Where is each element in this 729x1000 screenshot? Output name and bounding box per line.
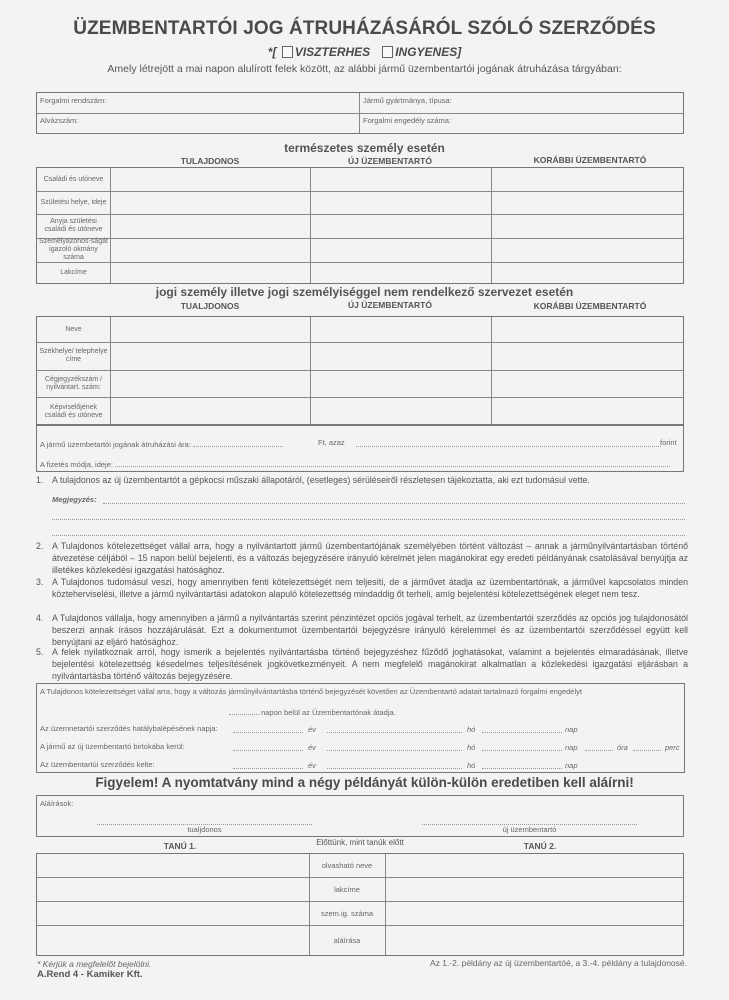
natural-person-heading: természetes személy esetén [284,141,445,155]
year-label: év [308,743,316,752]
row-label: Székhelye/ telephelye címe [39,348,108,363]
effective-year-input[interactable] [233,724,303,733]
owner-signature-label: tualjdonos [187,825,222,834]
subtitle-prefix: *[ [267,45,277,59]
row-label: aláírása [333,936,361,945]
signed-date-label: Az üzembentartúi szerződés kelte: [40,760,155,769]
col-header-previous-keeper: KORÁBBI ÜZEMBENTARTÓ [533,155,647,165]
row-label: szem.ig. száma [320,909,374,918]
table-row [37,854,683,877]
days-row [229,706,396,717]
divider [359,93,360,133]
table-row [37,342,683,370]
table-row [37,925,683,956]
row-label: olvasható neve [321,861,373,870]
ft-label: Ft, azaz [318,438,345,447]
signed-day-input[interactable] [482,760,562,769]
possession-hour-input[interactable] [585,742,613,751]
remark-row [52,495,97,504]
table-row [37,317,683,342]
effective-day-input[interactable] [482,724,562,733]
warning-text: Figyelem! A nyomtatvány mind a négy példányát külön-külön eredetiben kell aláírni! [95,775,634,790]
clause-number: 3. [36,577,44,587]
clause-2 [38,540,688,576]
minute-label: perc [665,743,680,752]
remark-input-line-2[interactable] [52,511,685,520]
table-row [37,238,683,262]
days-input[interactable] [229,706,259,715]
possession-month-input[interactable] [327,742,462,751]
table-row [37,168,683,191]
price-words-input[interactable] [356,438,661,447]
possession-year-input[interactable] [233,742,303,751]
chassis-field[interactable] [40,116,356,132]
ingyenes-checkbox[interactable] [382,46,393,58]
viszterhes-label: VISZTERHES [294,45,371,59]
col-header-owner: TUALJDONOS [180,301,240,311]
remark-label: Megjegyzés: [52,495,97,504]
remark-input-line-3[interactable] [52,527,685,536]
table-row [37,262,683,284]
year-label: év [308,761,316,770]
forint-label: forint [660,438,677,447]
plate-field[interactable] [40,96,356,112]
table-row [37,370,683,397]
row-label: Személyazonos-ságát igazoló okmány száma [39,238,108,261]
chassis-label: Alvázszám: [40,116,79,125]
clause-number: 2. [36,541,44,551]
vehicle-info-box [36,92,684,134]
clause-text: A Tulajdonos vállalja, hogy amennyiben a jármű a nyilvántartás szerint pénzintézet opciós jogával terhelt, az üzembentartói szerződés az opciós jog tulajdonosától beszerzi annak írásos hozzájárulását. Ezt a dokumentumot üzembentartói bejegyzésre irányuló kérelemmel és az üzembentartói szerződéssel együtt kell benyújtani az eljáró hatósághoz. [52,613,688,647]
day-label: nap [565,743,578,752]
col-header-owner: TULAJDONOS [180,156,240,166]
clause-number: 5. [36,647,44,657]
clause-text: A felek nyilatkoznak arról, hogy ismerik a bejelentés nyilvántartásba történő bejegyzéshez fűződő joghatásokat, valamint a bejelentés elmaradásának, illetve bejelentési kötelezettség késedelmes teljesítésének jogkövetkezményeit. A nem megfelelő magánokirat alkalmatlan a közlekedési igazgatási eljárásban a nyilvántartásba történő változás bejegyzésére. [52,647,688,681]
month-label: hó [467,743,476,752]
clause-number: 1. [36,475,44,485]
signatures-box [36,795,684,837]
possession-day-input[interactable] [482,742,562,751]
col-header-new-keeper: ÚJ ÜZEMBENTARTÓ [348,300,432,310]
price-row [40,438,680,449]
payment-label: A fizetés módja, ideje: [40,460,113,469]
viszterhes-checkbox[interactable] [282,46,293,58]
col-header-previous-keeper: KORÁBBI ÜZEMBENTARTÓ [533,301,647,311]
witness-table [36,853,684,956]
table-row [37,397,683,426]
clause-text: A Tulajdonos kötelezettséget vállal arra, hogy a nyilvántartott jármű üzembentartójának személyében történt változást – annak a járműnyilvántartásban történő átvezetése céljából – 15 napon belül bejelenti, és a változás bejegyzésére irányuló kérelmét jelen magánokirat egy eredeti példányának csatolásával benyújtja az illetékes közlekedési igazgatási hatósághoz. [52,541,688,575]
year-label: év [308,725,316,734]
make-field[interactable] [363,96,679,112]
clause-4 [38,612,688,648]
day-label: nap [565,725,578,734]
day-label: nap [565,761,578,770]
legal-person-table [36,316,684,426]
effective-date-label: Az üzemnetartói szerződés hatálybalépésének napja: [40,724,218,733]
col-header-new-keeper: ÚJ ÜZEMBENTARTÓ [348,156,432,166]
row-label: Neve [65,325,82,333]
table-row [37,901,683,925]
divider [37,113,683,114]
clause-text: A Tulajdonos tudomásul veszi, hogy amennyiben fenti kötelezettségét nem teljesíti, de a járművet átadja az üzembentartónak, a járművel kapcsolatos minden közteherviselési, illetve a jármű nyilvántartási adatokon alapuló kötelezettség mindaddig őt terheli, amíg bejelentési kötelezettségének eleget nem tesz. [52,577,688,599]
witness-center-heading: Előttünk, mint tanúk előtt [316,838,404,847]
signatures-label: Aláírások: [40,799,74,808]
table-row [37,877,683,901]
row-label: lakcíme [334,885,360,894]
clause-3 [38,576,688,600]
registration-label: Forgalmi engedély száma: [363,116,451,125]
row-label: Képviselőjének családi és utóneve [44,403,103,419]
price-input[interactable] [193,438,283,447]
payment-row [40,458,680,469]
clause-1 [38,474,688,486]
intro-text: Amely létrejött a mai napon alulírott felek között, az alábbi jármű üzembentartói jogának átruházása tárgyában: [107,63,622,75]
signed-month-input[interactable] [327,760,462,769]
remark-input-line-1[interactable] [103,495,685,504]
price-label: A jármű üzembetartói jogának átruházási ára: [40,440,191,449]
legal-person-heading: jogi személy illetve jogi személyiséggel nem rendelkező szervezet esetén [155,285,574,299]
month-label: hó [467,725,476,734]
new-keeper-signature-label: új üzembentartó [502,825,557,834]
witness-1-heading: TANÚ 1. [163,841,197,851]
make-label: Jármű gyártmánya, típusa: [363,96,452,105]
signed-year-input[interactable] [233,760,303,769]
clause-5 [38,646,688,682]
obligation-text: A Tulajdonos kötelezettséget vállal arra, hogy a változás járműnyilvántartásba történő bejegyzését követően az Üzembentartó adatait tartalmazó forgalmi engedélyt [40,687,582,696]
footer-note: * Kérjük a megfelelőt bejelölni. [37,959,152,969]
clause-text: A tulajdonos az új üzembentartót a gépkocsi műszaki állapotáról, (esetleges) sérüléseiről részletesen tájékoztatta, aki ezt tudomásul vette. [52,475,590,485]
contract-type-selector [0,45,729,59]
handover-box [36,683,685,773]
natural-person-table [36,167,684,284]
footer-publisher: A.Rend 4 - Kamiker Kft. [37,969,143,980]
payment-input[interactable] [115,458,670,467]
clause-number: 4. [36,613,44,623]
row-label: Cégjegyzékszám / nyilvántart. szám: [44,375,103,391]
new-keeper-signature-line[interactable] [422,816,637,825]
table-row [37,214,683,238]
witness-2-heading: TANÚ 2. [523,841,557,851]
row-label: Lakcíme [60,269,87,276]
footer-copies: Az 1.-2. példány az új üzembentartóé, a 3.-4. példány a tulajdonosé. [429,958,687,968]
table-row [37,191,683,214]
ingyenes-label: INGYENES] [395,45,462,59]
row-label: Anyja születési családi és utóneve [44,218,103,233]
possession-minute-input[interactable] [633,742,661,751]
registration-field[interactable] [363,116,679,132]
effective-month-input[interactable] [327,724,462,733]
hour-label: óra [617,743,628,752]
row-label: Családi és utóneve [43,175,104,183]
owner-signature-line[interactable] [97,816,312,825]
document-title: ÜZEMBENTARTÓI JOG ÁTRUHÁZÁSÁRÓL SZÓLÓ SZERZŐDÉS [73,18,656,39]
month-label: hó [467,761,476,770]
possession-label: A jármű az új üzembentartó birtokába kerül: [40,742,185,751]
price-box [36,424,684,472]
plate-label: Forgalmi rendszám: [40,96,107,105]
row-label: Születési helye, ideje [40,198,107,206]
days-text: napon belül az Üzembentartónak átadja. [261,708,396,717]
